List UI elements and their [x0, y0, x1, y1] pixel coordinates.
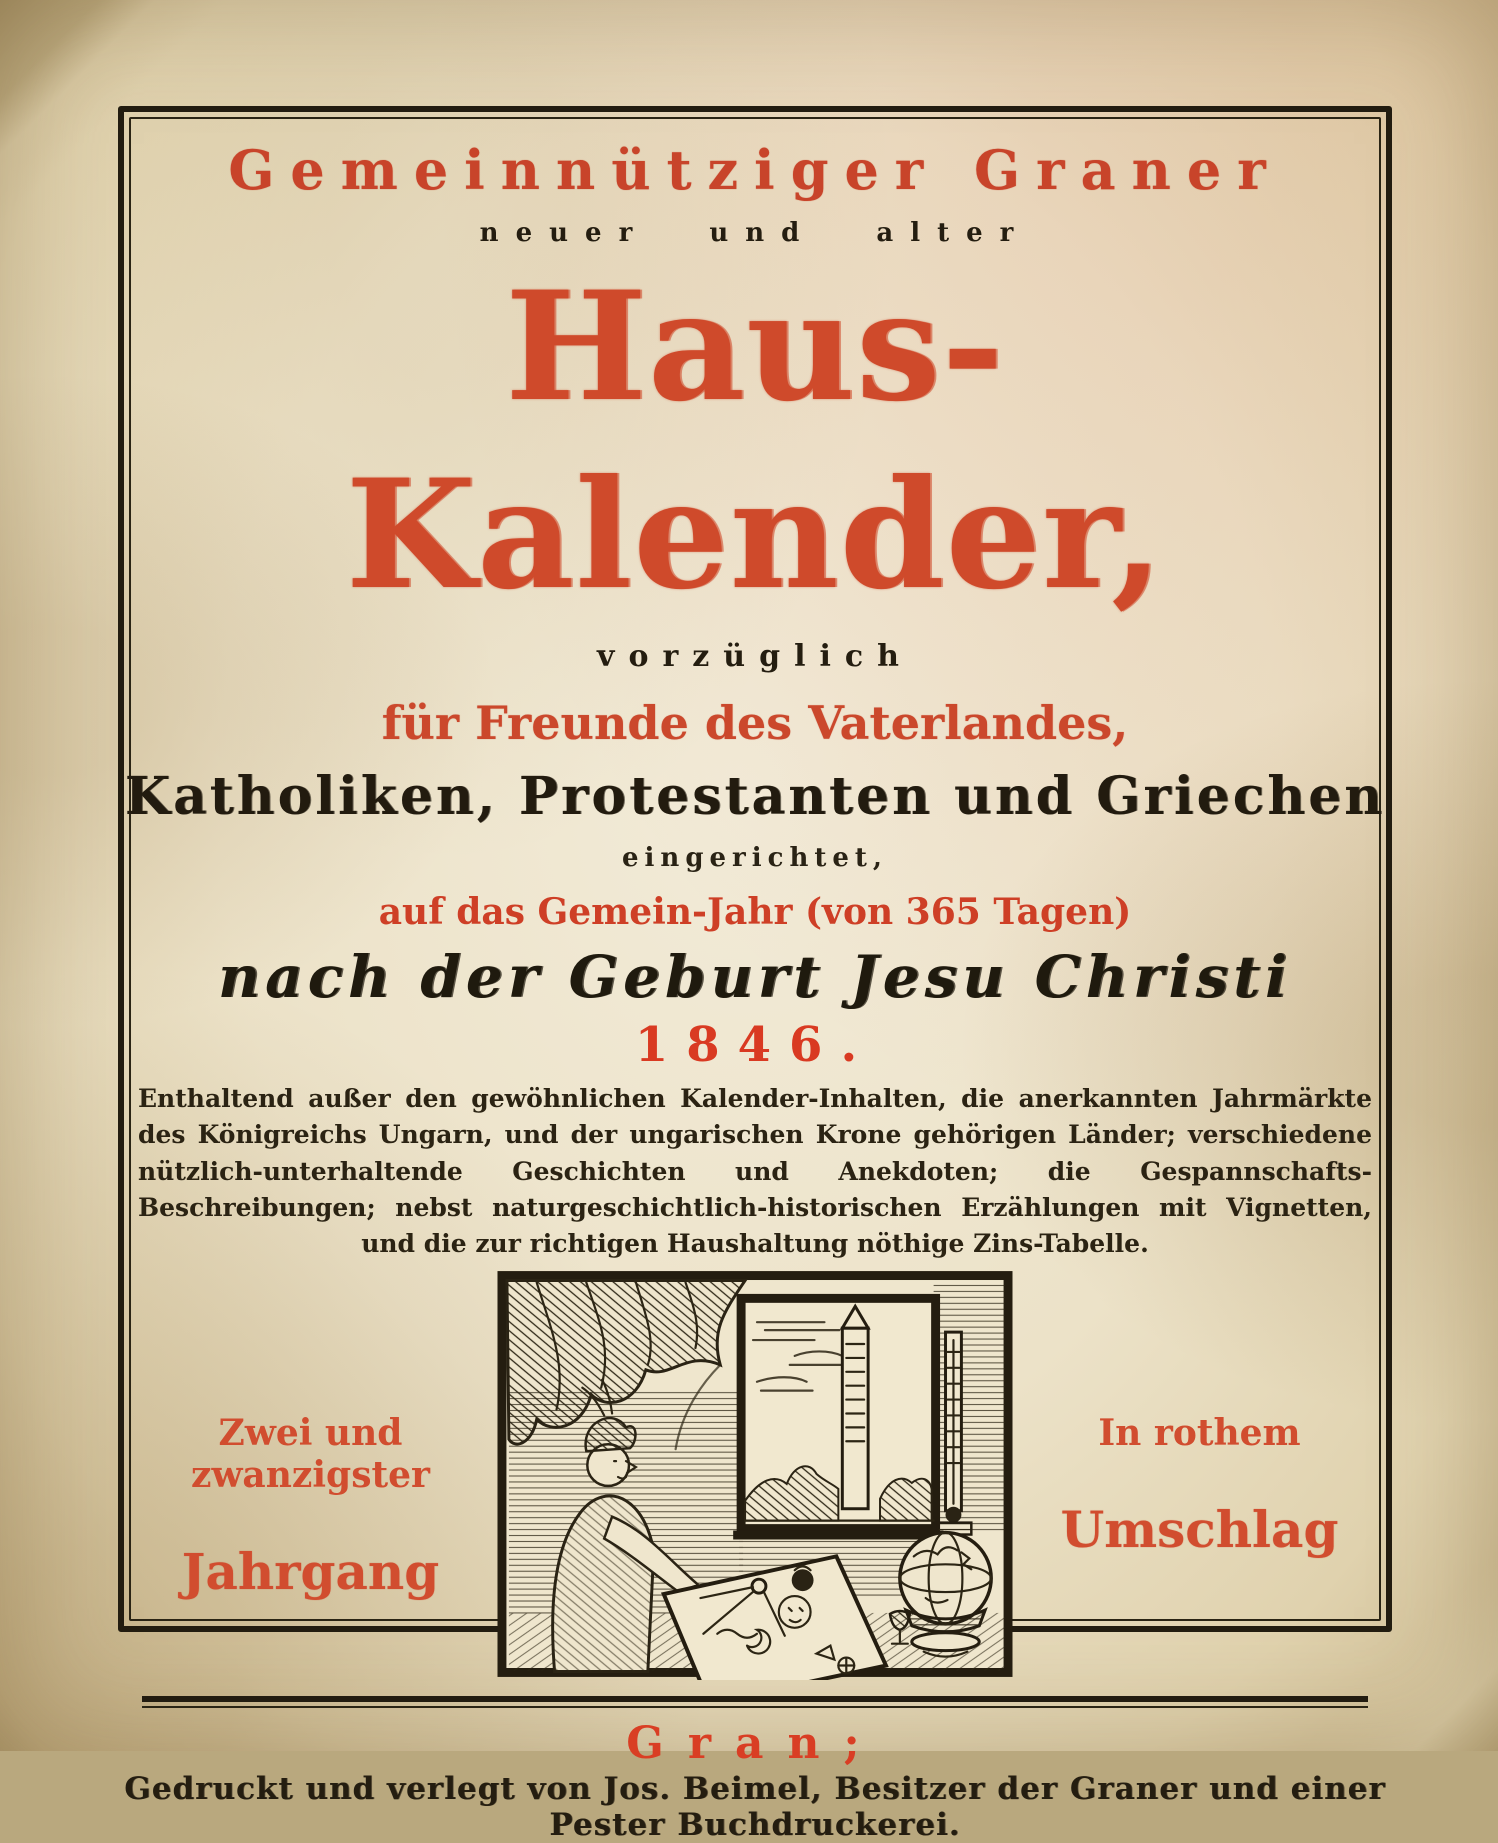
illustration-row	[124, 1270, 1386, 1682]
line-geburt: nach der Geburt Jesu Christi	[217, 943, 1293, 1011]
kicker-line: Gemeinnütziger Graner	[228, 138, 1282, 202]
divider-rule	[142, 1696, 1368, 1708]
left-caption	[124, 1270, 497, 1682]
page-title: Haus-Kalender,	[345, 259, 1165, 623]
landscape-trees-right	[880, 1479, 932, 1521]
inkpot	[792, 1567, 814, 1592]
right-caption-line2: Umschlag	[1060, 1500, 1339, 1560]
celestial-globe	[900, 1533, 991, 1657]
line-konfessionen: Katholiken, Protestanten und Griechen	[124, 766, 1386, 827]
year-1846: 1846.	[634, 1017, 876, 1073]
right-caption-line1: In rothem	[1098, 1412, 1301, 1455]
right-caption	[1013, 1270, 1386, 1682]
title-page-content	[124, 112, 1386, 1843]
line-vorzueglich: vorzüglich	[597, 639, 913, 674]
thermometer-column	[842, 1307, 868, 1509]
page-border-frame	[118, 106, 1392, 1843]
left-caption-line2: Jahrgang	[181, 1542, 440, 1602]
left-caption-line1: Zwei und zwanzigster	[191, 1412, 430, 1497]
woodcut-illustration	[497, 1270, 1013, 1680]
line-freunde: für Freunde des Vaterlandes,	[381, 696, 1129, 750]
imprint-line: Gedruckt und verlegt von Jos. Beimel, Besitzer der Graner und einer Pester Buchdruckerei.	[124, 1771, 1386, 1843]
line-eingerichtet: eingerichtet,	[622, 843, 888, 873]
line-gemeinjahr: auf das Gemein-Jahr (von 365 Tagen)	[378, 891, 1132, 933]
contents-description: Enthaltend außer den gewöhnlichen Kalender-Inhalten, die anerkannten Jahrmärkte des Königreichs Ungarn, und der ungarischen Krone gehörigen Länder; verschiedene nützlich-unterhaltende Geschichten und Anekdoten; die Gespannschafts-Beschreibungen; nebst naturgeschichtlich-historischen Erzählungen mit Vignetten, und die zur richtigen Haushaltung nöthige Zins-Tabelle.	[138, 1084, 1372, 1258]
window	[733, 1299, 943, 1540]
subkicker-line: neuer und alter	[479, 218, 1031, 248]
place-line: Gran;	[626, 1718, 884, 1770]
